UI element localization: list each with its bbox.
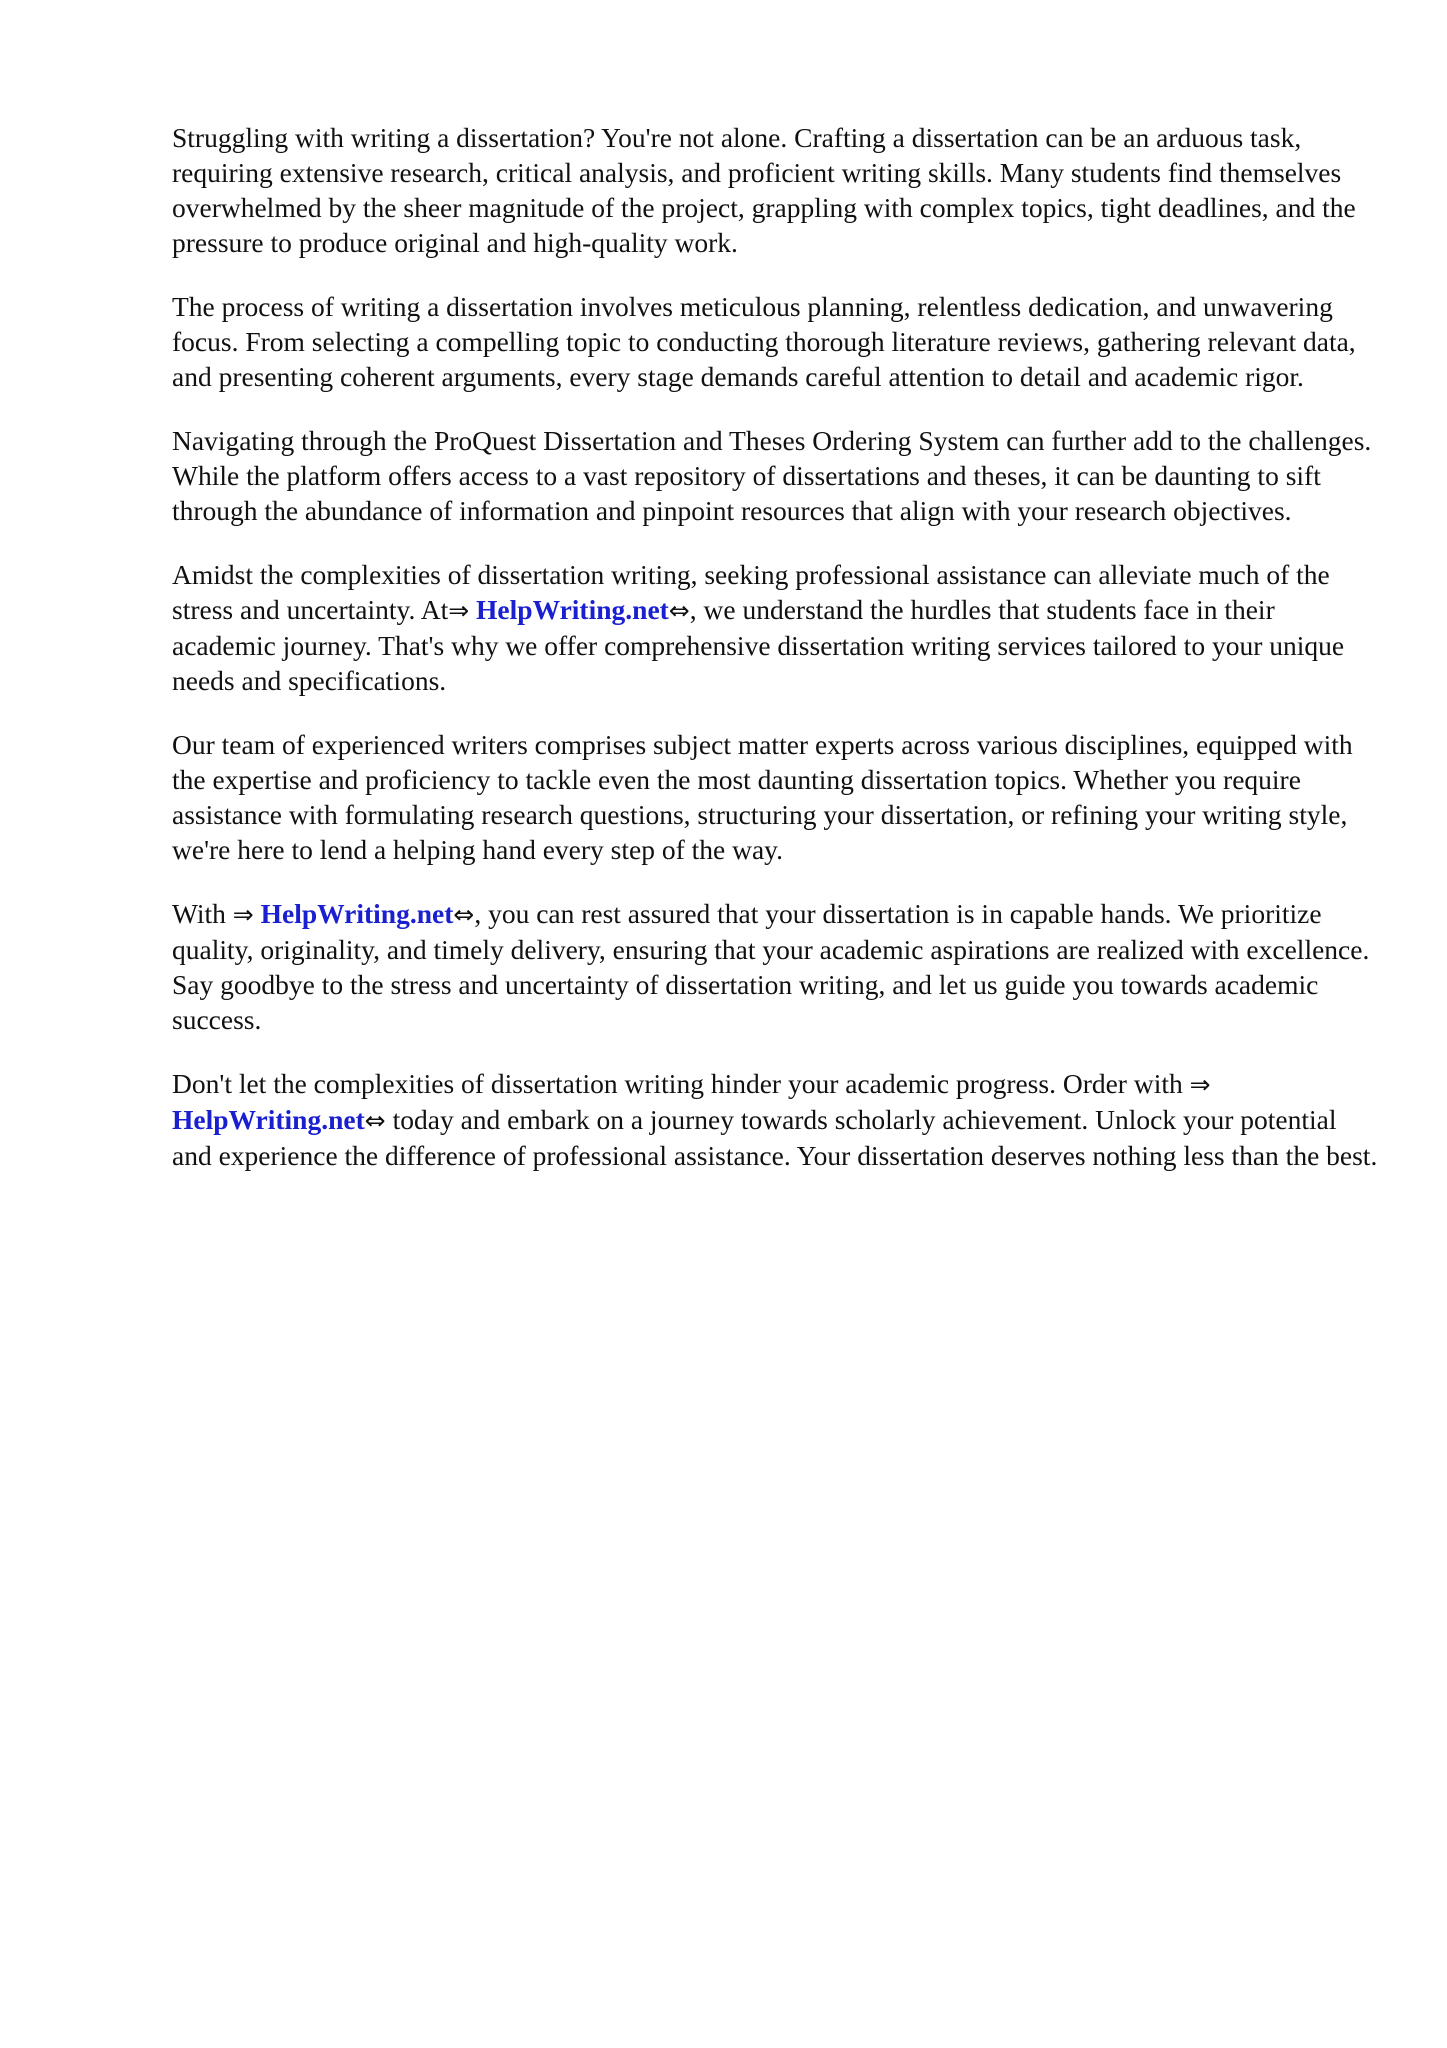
paragraph-5: Our team of experienced writers comprises subject matter experts across various disciplines, equipped with the expertise and proficiency to tackle even the most daunting dissertation topics. Whether you require assistance with formulating research questions, structuring your dissertation, or refining your writing style, we're here to lend a helping hand every step of the way. — [172, 729, 1353, 865]
right-arrow-icon: ⇒ — [1189, 1070, 1211, 1099]
paragraph-7-text-before: Don't let the complexities of dissertation writing hinder your academic progress. Order with — [172, 1068, 1183, 1099]
helpwriting-link[interactable]: HelpWriting.net — [476, 594, 669, 625]
paragraph-6-text-before: With — [172, 898, 226, 929]
paragraph-4 — [172, 557, 1382, 698]
helpwriting-link[interactable]: HelpWriting.net — [260, 898, 454, 929]
right-arrow-icon: ⇒ — [448, 596, 470, 625]
paragraph-2: The process of writing a dissertation involves meticulous planning, relentless dedication, and unwavering focus. From selecting a compelling topic to conducting thorough literature reviews, gathering relevant data, and presenting coherent arguments, every stage demands careful attention to detail and academic rigor. — [172, 291, 1356, 392]
double-arrow-icon: ⇔ — [453, 900, 475, 929]
paragraph-3: Navigating through the ProQuest Dissertation and Theses Ordering System can further add to the challenges. While the platform offers access to a vast repository of dissertations and theses, it can be daunting to sift through the abundance of information and pinpoint resources that align with your research objectives. — [172, 425, 1372, 526]
paragraph-1: Struggling with writing a dissertation? You're not alone. Crafting a dissertation can be an arduous task, requiring extensive research, critical analysis, and proficient writing skills. Many students find themselves overwhelmed by the sheer magnitude of the project, grappling with complex topics, tight deadlines, and the pressure to produce original and high-quality work. — [172, 122, 1356, 258]
helpwriting-link[interactable]: HelpWriting.net — [172, 1104, 365, 1135]
paragraph-4-text-after: , we understand the hurdles that students face in their academic journey. That's why we offer comprehensive dissertation writing services tailored to your unique needs and specifications. — [172, 594, 1345, 696]
right-arrow-icon: ⇒ — [232, 900, 254, 929]
paragraph-7 — [172, 1066, 1382, 1173]
paragraph-6 — [172, 896, 1382, 1037]
double-arrow-icon: ⇔ — [364, 1106, 386, 1135]
document-body — [172, 120, 1382, 1202]
paragraph-6-text-after: , you can rest assured that your dissertation is in capable hands. We prioritize quality, originality, and timely delivery, ensuring that your academic aspirations are realized with excellence. Say goodbye to the stress and uncertainty of dissertation writing, and let us guide you towards academic success. — [172, 898, 1370, 1035]
paragraph-7-text-after: today and embark on a journey towards scholarly achievement. Unlock your potential and experience the difference of professional assistance. Your dissertation deserves nothing less than the best. — [172, 1104, 1378, 1171]
paragraph-4-text-before: Amidst the complexities of dissertation writing, seeking professional assistance can alleviate much of the stress and uncertainty. At — [172, 559, 1330, 625]
double-arrow-icon: ⇔ — [668, 596, 690, 625]
